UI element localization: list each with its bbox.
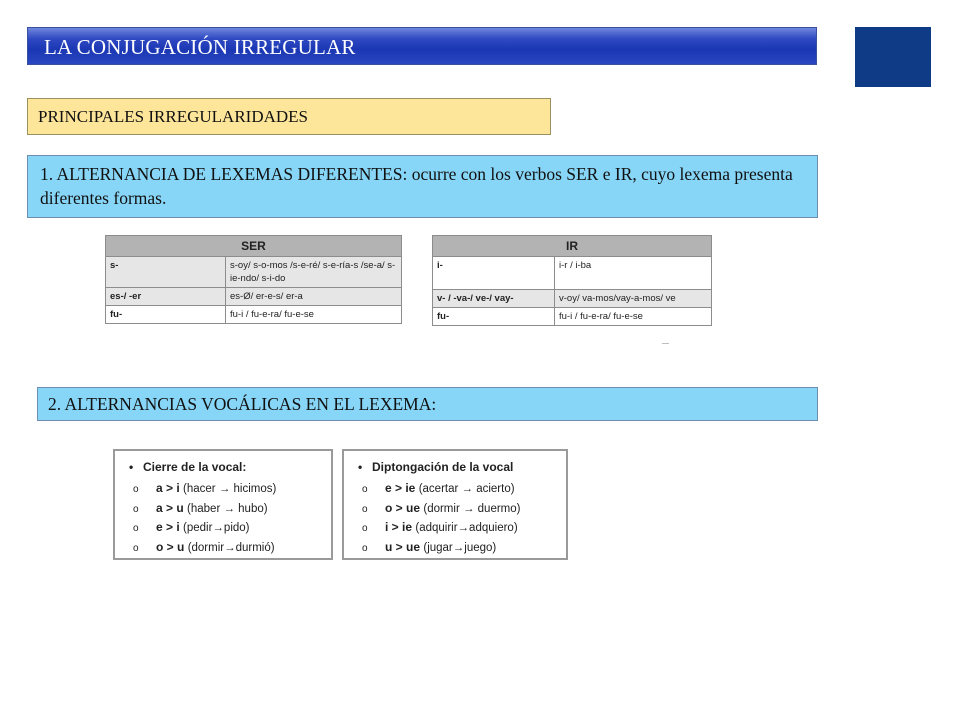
cierre-panel [113, 449, 333, 560]
example-text: (dormir → duermo) [423, 502, 521, 515]
ir-forms: i-r / i-ba [555, 257, 712, 290]
rule-text: e > ie [385, 481, 416, 495]
diptongacion-heading [358, 460, 513, 474]
ser-lexema: s- [106, 257, 226, 288]
ir-forms: fu-i / fu-e-ra/ fu-e-se [555, 308, 712, 326]
ser-table [105, 235, 402, 324]
section2-text: 2. ALTERNANCIAS VOCÁLICAS EN EL LEXEMA: [48, 394, 437, 414]
page-title: LA CONJUGACIÓN IRREGULAR [44, 35, 356, 59]
table-row [433, 257, 712, 290]
ir-lexema: i- [433, 257, 555, 290]
corner-decoration [855, 27, 931, 87]
diptongacion-panel [342, 449, 568, 560]
example-text: (jugar→juego) [423, 541, 497, 554]
cierre-list [133, 481, 276, 559]
section2-box [37, 387, 818, 421]
rule-text: u > ue [385, 539, 421, 554]
circle-bullet-icon: o [133, 503, 139, 515]
bullet-icon: • [358, 460, 363, 474]
cierre-heading-text: Cierre de la vocal: [143, 460, 247, 474]
table-row [433, 290, 712, 308]
rule-text: o > ue [385, 500, 421, 515]
example-text: (pedir→pido) [183, 522, 250, 534]
table-row [106, 306, 402, 324]
diptongacion-list [362, 481, 521, 559]
circle-bullet-icon: o [362, 503, 368, 515]
subtitle-box [27, 98, 551, 135]
ser-lexema: es-/ -er [106, 288, 226, 306]
diptongacion-heading-text: Diptongación de la vocal [372, 460, 514, 474]
list-item [362, 501, 521, 521]
rule-text: o > u [156, 539, 185, 554]
section1-box [27, 155, 818, 218]
list-item [362, 520, 521, 540]
circle-bullet-icon: o [133, 484, 139, 495]
list-item [133, 540, 276, 560]
list-item [362, 481, 521, 501]
example-text: (haber → hubo) [187, 502, 268, 515]
circle-bullet-icon: o [362, 542, 368, 554]
circle-bullet-icon: o [362, 484, 368, 495]
ir-lexema: fu- [433, 308, 555, 326]
dash-mark [662, 343, 669, 344]
subtitle-text: PRINCIPALES IRREGULARIDADES [38, 107, 308, 126]
rule-text: i > ie [385, 520, 413, 534]
ir-forms: v-oy/ va-mos/vay-a-mos/ ve [555, 290, 712, 308]
ser-forms: fu-i / fu-e-ra/ fu-e-se [226, 306, 402, 324]
ser-forms: es-Ø/ er-e-s/ er-a [226, 288, 402, 306]
ser-forms: s-oy/ s-o-mos /s-e-ré/ s-e-ría-s /se-a/ s-ie-ndo/ s-i-do [226, 257, 402, 288]
cierre-heading [129, 460, 246, 474]
example-text: (acertar → acierto) [418, 483, 515, 495]
bullet-icon: • [129, 460, 134, 474]
title-banner [27, 27, 817, 65]
table-row [106, 288, 402, 306]
circle-bullet-icon: o [362, 523, 368, 534]
table-row [433, 308, 712, 326]
rule-text: a > u [156, 500, 184, 515]
ir-table-header: IR [433, 236, 712, 257]
list-item [133, 501, 276, 521]
section1-text: 1. ALTERNANCIA DE LEXEMAS DIFERENTES: ocurre con los verbos SER e IR, cuyo lexema presenta diferentes formas. [40, 164, 793, 208]
circle-bullet-icon: o [133, 523, 139, 534]
ser-lexema: fu- [106, 306, 226, 324]
example-text: (dormir→durmió) [187, 541, 275, 554]
ser-table-header: SER [106, 236, 402, 257]
ir-table [432, 235, 712, 326]
list-item [362, 540, 521, 560]
list-item [133, 481, 276, 501]
example-text: (adquirir→adquiero) [415, 522, 518, 534]
circle-bullet-icon: o [133, 542, 139, 554]
ir-lexema: v- / -va-/ ve-/ vay- [433, 290, 555, 308]
rule-text: a > i [156, 481, 180, 495]
example-text: (hacer → hicimos) [183, 483, 277, 495]
rule-text: e > i [156, 520, 180, 534]
list-item [133, 520, 276, 540]
table-row [106, 257, 402, 288]
